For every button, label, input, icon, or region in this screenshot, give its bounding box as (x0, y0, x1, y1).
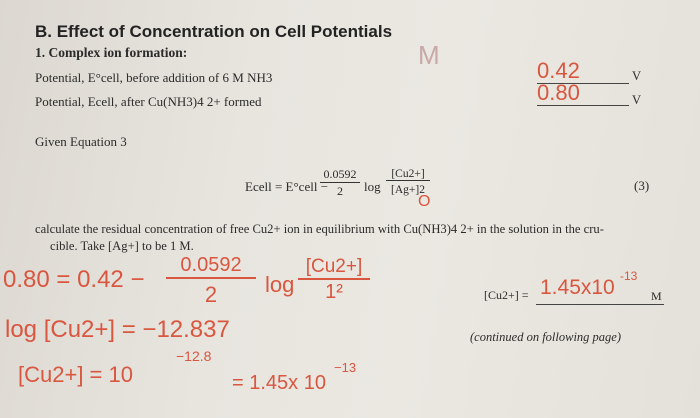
potential-after-unit: V (632, 93, 642, 107)
section-title: B. Effect of Concentration on Cell Potentials (35, 22, 393, 41)
subsection-title: 1. Complex ion formation: (35, 45, 188, 60)
equation-lhs: Ecell = E°cell − (245, 179, 329, 194)
answer-exponent: -13 (620, 269, 638, 283)
circle-mark: O (418, 193, 431, 210)
given-equation-label: Given Equation 3 (35, 134, 127, 149)
equation-coef-denominator: 2 (337, 184, 343, 198)
margin-mark: M (418, 40, 440, 70)
work-line-1-log: log (265, 272, 295, 297)
work-line-2: log [Cu2+] = −12.837 (5, 316, 230, 343)
continued-note: (continued on following page) (470, 330, 622, 344)
equation-coef-numerator: 0.0592 (320, 167, 360, 183)
equation-log: log (364, 179, 381, 194)
potential-before-value: 0.42 (537, 59, 629, 84)
work-line-1-frac-numerator: [Cu2+] (298, 256, 370, 280)
potential-after-value: 0.80 (537, 81, 629, 106)
equation-number: (3) (634, 178, 650, 193)
answer-label: [Cu2+] = (484, 288, 529, 302)
potential-before-unit: V (632, 69, 642, 83)
answer-unit: M (651, 289, 662, 303)
work-line-3-result: = 1.45x 10 (232, 372, 326, 394)
work-line-1-lhs: 0.80 = 0.42 − (3, 266, 145, 293)
equation-frac-denominator: [Ag+]2 (391, 184, 425, 196)
instruction-line-2: cible. Take [Ag+] to be 1 M. (50, 239, 194, 253)
work-line-3-lhs: [Cu2+] = 10 (18, 362, 133, 387)
potential-after-label: Potential, Ecell, after Cu(NH3)4 2+ formed (35, 94, 262, 109)
work-line-1-coef-denominator: 2 (204, 282, 218, 307)
work-line-3-result-exponent: −13 (334, 360, 357, 375)
instruction-line-1: calculate the residual concentration of free Cu2+ ion in equilibrium with Cu(NH3)4 2+ in the solution in the cru- (35, 222, 604, 236)
work-line-1-coef-numerator: 0.0592 (166, 254, 256, 279)
equation-frac-numerator: [Cu2+] (386, 168, 430, 181)
work-line-3-exponent: −12.8 (176, 348, 212, 364)
potential-before-label: Potential, E°cell, before addition of 6 M NH3 (35, 70, 273, 85)
work-line-1-frac-denominator: 1² (325, 281, 343, 303)
answer-value: 1.45x10 (540, 276, 615, 299)
